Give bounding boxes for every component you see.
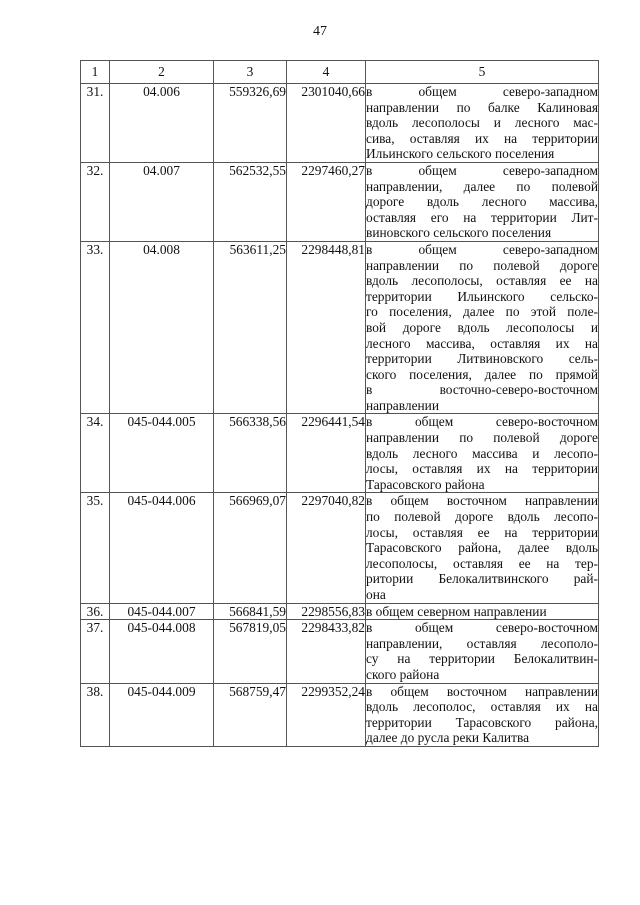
description-line: виновского сельского поселения bbox=[366, 225, 552, 241]
column-header: 4 bbox=[287, 61, 366, 84]
description-line: вдоль лесного массива и лесопо- bbox=[366, 445, 598, 461]
description-line: в общем северо-западном bbox=[366, 162, 598, 178]
coordinate-x: 566969,07 bbox=[214, 493, 287, 603]
point-code: 04.006 bbox=[110, 84, 214, 163]
table-row bbox=[81, 493, 599, 603]
coordinate-y: 2299352,24 bbox=[287, 683, 366, 746]
column-header: 1 bbox=[81, 61, 110, 84]
row-number: 32. bbox=[81, 162, 110, 241]
table-row bbox=[81, 683, 599, 746]
row-number: 34. bbox=[81, 414, 110, 493]
column-header: 5 bbox=[366, 61, 599, 84]
point-code: 045-044.005 bbox=[110, 414, 214, 493]
coordinate-x: 562532,55 bbox=[214, 162, 287, 241]
boundary-description bbox=[366, 603, 599, 620]
description-line: территории Литвиновского сель- bbox=[366, 351, 598, 367]
description-line: Тарасовского района bbox=[366, 476, 485, 492]
row-number: 35. bbox=[81, 493, 110, 603]
point-code: 045-044.008 bbox=[110, 620, 214, 683]
description-line: в общем северо-восточном bbox=[366, 414, 598, 430]
coordinates-table bbox=[80, 60, 599, 747]
row-number: 33. bbox=[81, 241, 110, 414]
table-row bbox=[81, 241, 599, 414]
coordinate-x: 567819,05 bbox=[214, 620, 287, 683]
description-line: направлении, оставляя лесополо- bbox=[366, 635, 598, 651]
description-line: ского поселения, далее по прямой bbox=[366, 366, 598, 382]
description-line: вдоль лесополосы и лесного мас- bbox=[366, 115, 598, 131]
coordinate-x: 566338,56 bbox=[214, 414, 287, 493]
coordinate-y: 2296441,54 bbox=[287, 414, 366, 493]
description-line: территории Тарасовского района, bbox=[366, 714, 598, 730]
description-line: направлении bbox=[366, 397, 440, 413]
coordinate-y: 2297460,27 bbox=[287, 162, 366, 241]
boundary-description bbox=[366, 620, 599, 683]
boundary-description bbox=[366, 241, 599, 414]
table-row bbox=[81, 84, 599, 163]
description-line: она bbox=[366, 587, 386, 602]
description-line: далее до русла реки Калитва bbox=[366, 730, 530, 746]
point-code: 045-044.006 bbox=[110, 493, 214, 603]
description-line: лосы, оставляя ее на территории bbox=[366, 524, 598, 540]
description-line: в общем восточном направлении bbox=[366, 683, 598, 699]
description-line: по полевой дороге вдоль лесопо- bbox=[366, 509, 598, 525]
point-code: 04.007 bbox=[110, 162, 214, 241]
boundary-description bbox=[366, 84, 599, 163]
description-line: дороге вдоль лесного массива, bbox=[366, 194, 598, 210]
description-line: вой дороге вдоль лесополосы и bbox=[366, 319, 598, 335]
page-number: 47 bbox=[313, 24, 327, 39]
row-number: 37. bbox=[81, 620, 110, 683]
row-number: 31. bbox=[81, 84, 110, 163]
description-line: в общем северо-западном bbox=[366, 84, 598, 99]
coordinate-y: 2298448,81 bbox=[287, 241, 366, 414]
point-code: 045-044.009 bbox=[110, 683, 214, 746]
description-line: го поселения, далее по этой поле- bbox=[366, 304, 598, 320]
coordinate-x: 566841,59 bbox=[214, 603, 287, 620]
table-row bbox=[81, 414, 599, 493]
description-line: в общем восточном направлении bbox=[366, 493, 598, 509]
description-line: в общем северном направлении bbox=[366, 603, 547, 619]
description-line: Ильинского сельского поселения bbox=[366, 146, 555, 162]
boundary-description bbox=[366, 683, 599, 746]
table-row bbox=[81, 620, 599, 683]
table-row bbox=[81, 603, 599, 620]
description-line: сива, оставляя их на территории bbox=[366, 130, 598, 146]
column-header: 2 bbox=[110, 61, 214, 84]
description-line: лесополосы, оставляя ее на тер- bbox=[366, 555, 598, 571]
coordinate-y: 2298556,83 bbox=[287, 603, 366, 620]
coordinate-x: 563611,25 bbox=[214, 241, 287, 414]
coordinate-x: 559326,69 bbox=[214, 84, 287, 163]
description-line: вдоль лесополос, оставляя их на bbox=[366, 699, 598, 715]
table-body bbox=[81, 84, 599, 747]
description-line: Тарасовского района, далее вдоль bbox=[366, 540, 598, 556]
description-line: лесного массива, оставляя их на bbox=[366, 335, 598, 351]
description-line: оставляя его на территории Лит- bbox=[366, 209, 598, 225]
boundary-description bbox=[366, 493, 599, 603]
description-line: вдоль лесополосы, оставляя ее на bbox=[366, 273, 598, 289]
description-line: направлении по полевой дороге bbox=[366, 430, 598, 446]
description-line: в общем северо-западном bbox=[366, 241, 598, 257]
coordinate-y: 2301040,66 bbox=[287, 84, 366, 163]
row-number: 36. bbox=[81, 603, 110, 620]
description-line: в восточно-северо-восточном bbox=[366, 382, 598, 398]
coordinate-y: 2297040,82 bbox=[287, 493, 366, 603]
description-line: ского района bbox=[366, 666, 440, 682]
description-line: лосы, оставляя их на территории bbox=[366, 461, 598, 477]
description-line: направлении по балке Калиновая bbox=[366, 99, 598, 115]
boundary-description bbox=[366, 414, 599, 493]
description-line: направлении по полевой дороге bbox=[366, 257, 598, 273]
description-line: ритории Белокалитвинского рай- bbox=[366, 571, 598, 587]
boundary-description bbox=[366, 162, 599, 241]
point-code: 04.008 bbox=[110, 241, 214, 414]
description-line: территории Ильинского сельско- bbox=[366, 288, 598, 304]
row-number: 38. bbox=[81, 683, 110, 746]
coordinate-x: 568759,47 bbox=[214, 683, 287, 746]
description-line: в общем северо-восточном bbox=[366, 620, 598, 636]
table-header-row bbox=[81, 61, 599, 84]
point-code: 045-044.007 bbox=[110, 603, 214, 620]
column-header: 3 bbox=[214, 61, 287, 84]
description-line: направлении, далее по полевой bbox=[366, 178, 598, 194]
description-line: су на территории Белокалитвин- bbox=[366, 651, 598, 667]
coordinate-y: 2298433,82 bbox=[287, 620, 366, 683]
table-row bbox=[81, 162, 599, 241]
